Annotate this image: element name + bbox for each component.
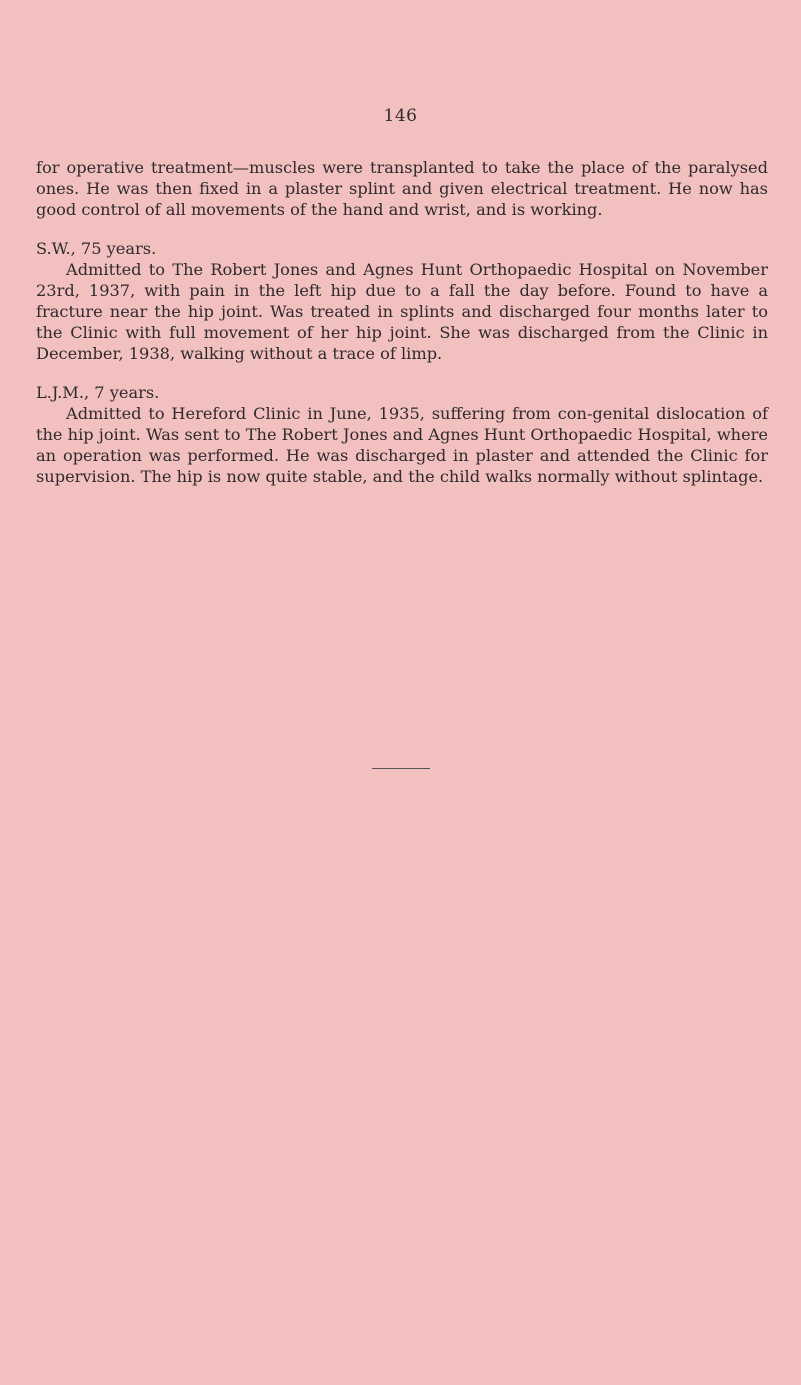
document-body — [36, 157, 768, 487]
page-number: 146 — [383, 106, 418, 126]
intro-paragraph: for operative treatment—muscles were transplanted to take the place of the paralysed ones. He was then fixed in a plaster splint and given electrical treatment. He now has good control of all movements of the hand and wrist, and is working. — [36, 158, 768, 219]
section-end-rule — [372, 768, 430, 769]
case-body-ljm: Admitted to Hereford Clinic in June, 1935, suffering from con-genital dislocation of the hip joint. Was sent to The Robert Jones and Agnes Hunt Orthopaedic Hospital, where an operation was performed. He was discharged in plaster and attended the Clinic for supervision. The hip is now quite stable, and the child walks normally without splintage. — [36, 404, 768, 486]
case-body-sw: Admitted to The Robert Jones and Agnes Hunt Orthopaedic Hospital on November 23rd, 1937, with pain in the left hip due to a fall the day before. Found to have a fracture near the hip joint. Was treated in splints and discharged four months later to the Clinic with full movement of her hip joint. She was discharged from the Clinic in December, 1938, walking without a trace of limp. — [36, 260, 768, 363]
case-heading-sw: S.W., 75 years. — [36, 239, 157, 258]
case-heading-ljm: L.J.M., 7 years. — [36, 383, 160, 402]
